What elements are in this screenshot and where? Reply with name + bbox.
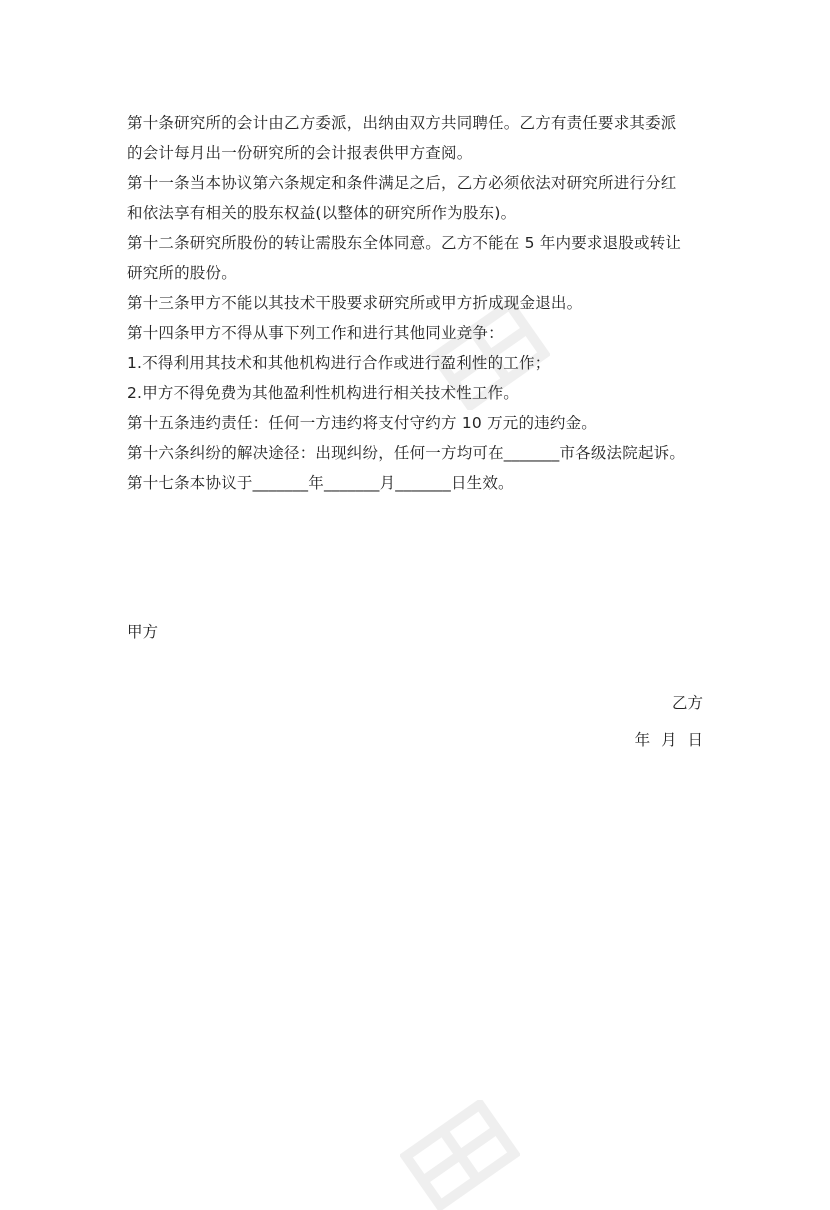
article-14-item-1: 1.不得利用其技术和其他机构进行合作或进行盈利性的工作； [127, 354, 551, 372]
article-17: 第十七条本协议于_______年_______月_______日生效。 [127, 474, 514, 492]
article-14-item-2: 2.甲方不得免费为其他盈利性机构进行相关技术性工作。 [127, 384, 519, 402]
article-13: 第十三条甲方不能以其技术干股要求研究所或甲方折成现金退出。 [127, 294, 583, 312]
article-15: 第十五条违约责任：任何一方违约将支付守约方 10 万元的违约金。 [127, 414, 597, 432]
article-10-line-2: 的会计每月出一份研究所的会计报表供甲方查阅。 [127, 144, 473, 162]
article-10-line-1: 第十条研究所的会计由乙方委派，出纳由双方共同聘任。乙方有责任要求其委派 [127, 114, 677, 132]
article-14: 第十四条甲方不得从事下列工作和进行其他同业竞争： [127, 324, 504, 342]
article-11-line-1: 第十一条当本协议第六条规定和条件满足之后，乙方必须依法对研究所进行分红 [127, 174, 677, 192]
agreement-body [127, 108, 707, 498]
article-12-line-1: 第十二条研究所股份的转让需股东全体同意。乙方不能在 5 年内要求退股或转让 [127, 234, 682, 252]
article-11-line-2: 和依法享有相关的股东权益(以整体的研究所作为股东)。 [127, 204, 517, 222]
article-12-line-2: 研究所的股份。 [127, 264, 237, 282]
watermark-icon [400, 1100, 520, 1210]
signature-date: 年 月 日 [634, 731, 703, 749]
party-a-signature-label: 甲方 [127, 623, 159, 641]
article-16: 第十六条纠纷的解决途径：出现纠纷，任何一方均可在_______市各级法院起诉。 [127, 444, 686, 462]
party-b-signature-label: 乙方 [671, 694, 703, 712]
